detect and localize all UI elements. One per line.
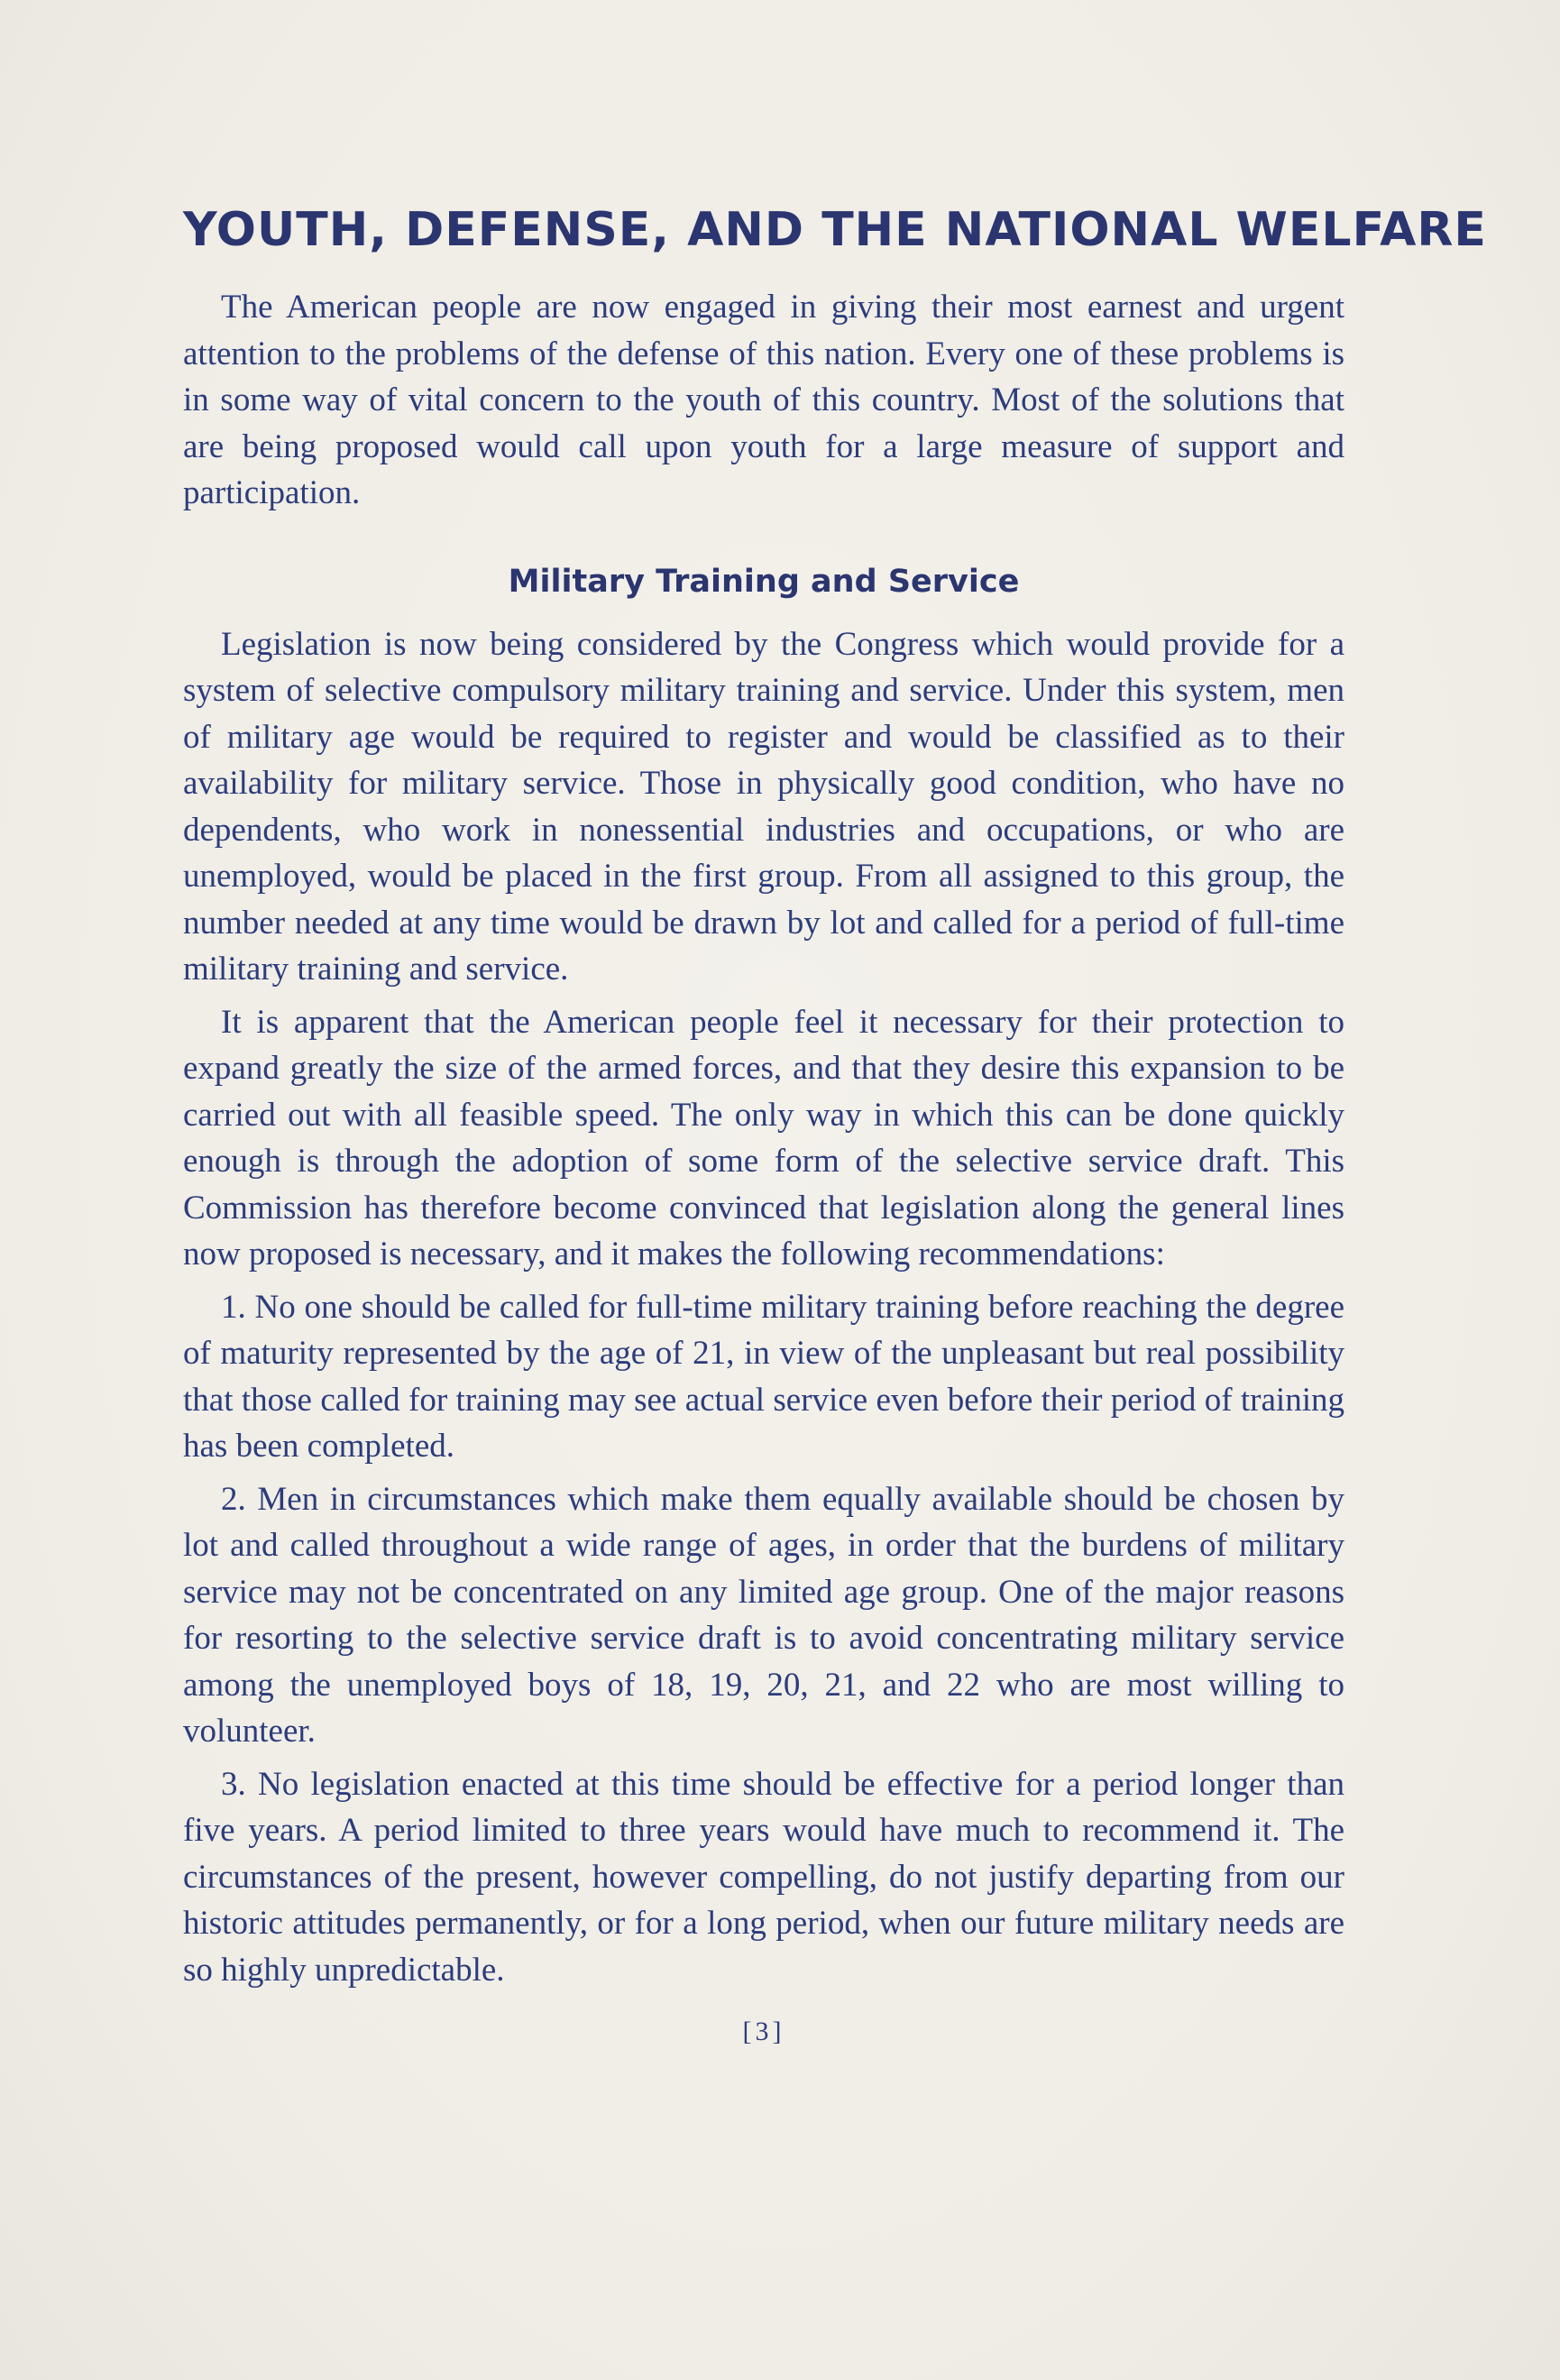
body-paragraph-expansion: It is apparent that the American people feel it necessary for their protection to expand greatly the size of the armed forces, and that they desire this expansion to be carried out with all feasible speed. The only way in which this can be done quickly enough is through the adoption of some form of the selective service draft. This Commission has therefore become convinced that legislation along the general lines now proposed is necessary, and it makes the following recommendations: bbox=[183, 1003, 1344, 1273]
page-title: YOUTH, DEFENSE, AND THE NATIONAL WELFARE bbox=[183, 203, 1487, 257]
intro-paragraph: The American people are now engaged in giving their most earnest and urgent attention to the problems of the defense of this nation. Every one of these problems is in some way of vital concern to the youth of this country. Most of the solutions that are being proposed would call upon youth for a large measure of support and participation. bbox=[183, 289, 1344, 511]
body-paragraph-legislation: Legislation is now being considered by the Congress which would provide for a system of selective compulsory military training and service. Under this system, men of military age would be required to register and would be classified as to their availability for military service. Those in physically good condition, who have no dependents, who work in nonessential industries and occupations, or who are unemployed, would be placed in the first group. From all assigned to this group, the number needed at any time would be drawn by lot and called for a period of full-time military training and service. bbox=[183, 625, 1344, 988]
page-number: [3] bbox=[742, 2017, 785, 2046]
recommendation-2: 2. Men in circumstances which make them equally available should be chosen by lot and called throughout a wide range of ages, in order that the burdens of military service may not be concentrated on any limited age group. One of the major reasons for resorting to the selective service draft is to avoid concentrating military service among the unemployed boys of 18, 19, 20, 21, and 22 who are most willing to volunteer. bbox=[183, 1480, 1344, 1750]
section-heading: Military Training and Service bbox=[508, 563, 1020, 600]
text-column bbox=[183, 203, 1487, 2047]
recommendation-1: 1. No one should be called for full-time military training before reaching the degree of maturity represented by the age of 21, in view of the unpleasant but real possibility that those called for training may see actual service even before their period of training has been completed. bbox=[183, 1288, 1344, 1465]
recommendation-3: 3. No legislation enacted at this time should be effective for a period longer than five years. A period limited to three years would have much to recommend it. The circumstances of the present, however compelling, do not justify departing from our historic attitudes permanently, or for a long period, when our future military needs are so highly unpredictable. bbox=[183, 1765, 1344, 1989]
